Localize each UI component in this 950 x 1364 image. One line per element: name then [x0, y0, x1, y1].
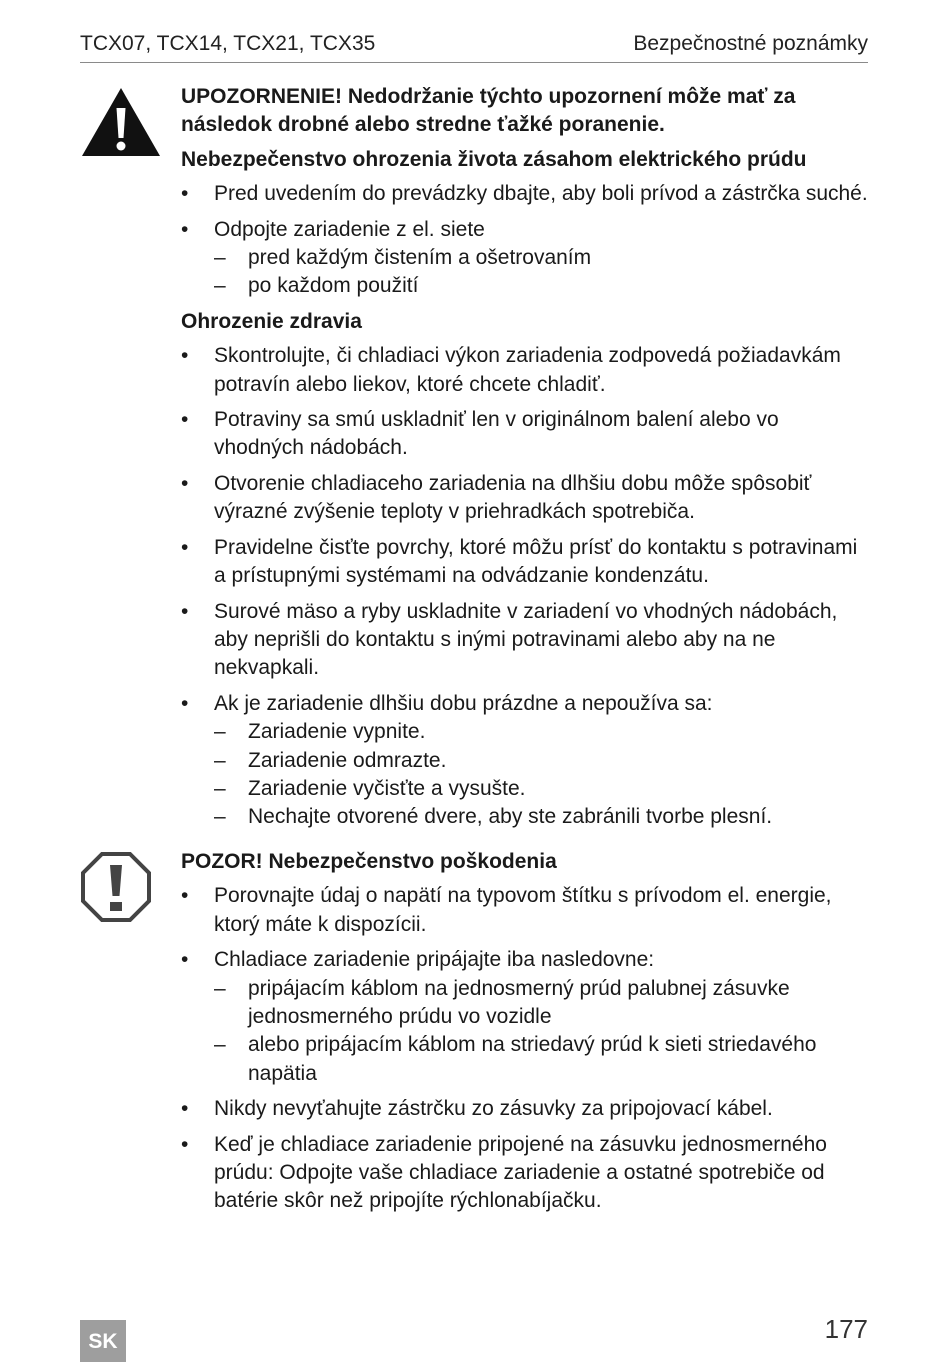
list-item: • Potraviny sa smú uskladniť len v originálnom balení alebo vo vhodných nádobách.	[181, 406, 871, 463]
warning-title: UPOZORNENIE! Nedodržanie týchto upozornení môže mať za následok drobné alebo stredne ťažké poranenie.	[181, 85, 796, 137]
health-list	[181, 342, 871, 832]
sub-list-item: – Zariadenie odmrazte.	[214, 747, 871, 775]
caution-title: POZOR! Nebezpečenstvo poškodenia	[181, 850, 557, 873]
caution-list	[181, 882, 871, 1215]
page-header	[80, 30, 868, 63]
list-item: • Ak je zariadenie dlhšiu dobu prázdne a nepoužíva sa: – Zariadenie vypnite. – Zariadenie odmrazte. – Zariadenie vyčisťte a vysušte. – Nechajte otvorené dvere, aby ste zabránili tvorbe plesní.	[181, 690, 871, 832]
list-item: • Otvorenie chladiaceho zariadenia na dlhšiu dobu môže spôsobiť výrazné zvýšenie teploty v priehradkách spotrebiča.	[181, 470, 871, 527]
list-item: • Chladiace zariadenie pripájajte iba nasledovne: – pripájacím káblom na jednosmerný prúd palubnej zásuvke jednosmerného prúdu vo vozidle – alebo pripájacím káblom na striedavý prúd k sieti striedavého napätia	[181, 946, 871, 1088]
electric-list	[181, 180, 871, 301]
model-list: TCX07, TCX14, TCX21, TCX35	[80, 32, 376, 55]
language-tab: SK	[80, 1320, 126, 1362]
sub-list-item: – Zariadenie vyčisťte a vysušte.	[214, 775, 871, 803]
health-heading: Ohrozenie zdravia	[181, 309, 362, 333]
warning-triangle-icon	[80, 86, 162, 158]
list-item: • Porovnajte údaj o napätí na typovom štítku s prívodom el. energie, ktorý máte k dispozícii.	[181, 882, 871, 939]
warning-section	[181, 83, 871, 839]
list-item: • Skontrolujte, či chladiaci výkon zariadenia zodpovedá požiadavkám potravín alebo liekov, ktoré chcete chladiť.	[181, 342, 871, 399]
list-item: • Keď je chladiace zariadenie pripojené na zásuvku jednosmerného prúdu: Odpojte vaše chladiace zariadenie a ostatné spotrebiče od batérie skôr než pripojíte rýchlonabíjačku.	[181, 1131, 871, 1216]
sub-list	[214, 244, 871, 301]
list-item: • Nikdy nevyťahujte zástrčku zo zásuvky za pripojovací kábel.	[181, 1095, 871, 1123]
notice-octagon-icon	[80, 851, 152, 923]
electric-heading: Nebezpečenstvo ohrozenia života zásahom elektrického prúdu	[181, 147, 807, 171]
sub-list-item: – po každom použití	[214, 272, 871, 300]
sub-list	[214, 975, 871, 1089]
sub-list-item: – Nechajte otvorené dvere, aby ste zabránili tvorbe plesní.	[214, 803, 871, 831]
sub-list-item: – alebo pripájacím káblom na striedavý prúd k sieti striedavého napätia	[214, 1031, 871, 1088]
list-item: • Surové mäso a ryby uskladnite v zariadení vo vhodných nádobách, aby neprišli do kontaktu s inými potravinami alebo aby na ne nekvapkali.	[181, 598, 871, 683]
list-item: • Pravidelne čisťte povrchy, ktoré môžu prísť do kontaktu s potravinami a prístupnými systémami na odvádzanie kondenzátu.	[181, 534, 871, 591]
sub-list-item: – pred každým čistením a ošetrovaním	[214, 244, 871, 272]
sub-list	[214, 718, 871, 832]
section-title: Bezpečnostné poznámky	[633, 32, 868, 55]
page-number: 177	[824, 1314, 868, 1344]
sub-list-item: – pripájacím káblom na jednosmerný prúd palubnej zásuvke jednosmerného prúdu vo vozidle	[214, 975, 871, 1032]
caution-section	[181, 848, 871, 1223]
list-item: • Odpojte zariadenie z el. siete – pred každým čistením a ošetrovaním – po každom použití	[181, 216, 871, 301]
sub-list-item: – Zariadenie vypnite.	[214, 718, 871, 746]
list-item: • Pred uvedením do prevádzky dbajte, aby boli prívod a zástrčka suché.	[181, 180, 871, 208]
